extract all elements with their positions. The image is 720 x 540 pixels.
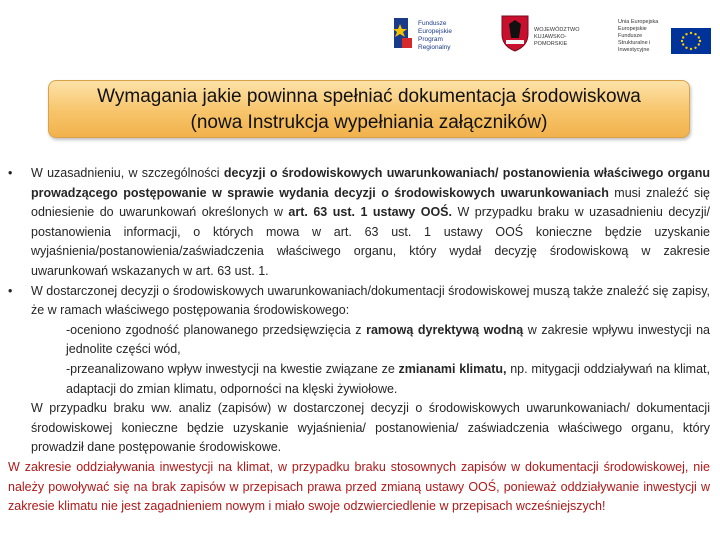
bullet-paragraph-2 — [8, 282, 710, 321]
fe-line-3: Program Regionalny — [418, 36, 451, 51]
sub-item-water-directive — [8, 321, 710, 360]
sub2-bold: zmianami klimatu, — [398, 361, 507, 376]
fundusze-europejskie-logo — [392, 12, 472, 56]
slide-content — [8, 164, 710, 517]
sub1-bold: ramową dyrektywą wodną — [366, 322, 524, 337]
slide-title-box — [48, 80, 690, 138]
final-warning-paragraph: W zakresie oddziaływania inwestycji na klimat, w przypadku braku stosownych zapisów w dokumentacji środowiskowej, nie należy powoływać się na brak zapisów w przepisach prawa przed zmianą ustawy OOŚ, ponieważ oddziaływanie inwestycji w zakresie klimatu nie jest zagadnieniem nowym i miało swoje odzwierciedlenie w przepisach wcześniejszych! — [8, 459, 710, 514]
logo-bar — [0, 0, 720, 72]
fe-line-1: Fundusze — [418, 20, 447, 27]
p1-text-1: W uzasadnieniu, w szczególności — [31, 166, 224, 180]
fe-stars-icon — [392, 14, 414, 52]
sub-item-climate — [8, 360, 710, 399]
bullet-icon: • — [8, 166, 13, 180]
slide-title-line-2: (nowa Instrukcja wypełniania załączników) — [190, 112, 548, 133]
woj-logo-text — [534, 27, 590, 48]
ue-line-2: Europejskie Fundusze — [618, 26, 647, 39]
p1-text-2: musi znaleźć się odniesienie do uwarunkowań określonych w — [31, 185, 710, 220]
p1-text-3: W przypadku braku w uzasadnieniu decyzji/ postanowienia informacji, o których mowa w art. 63 ust. 1 ustawy OOŚ konieczne będzie uzyskanie wyjaśnienia/postanowienia/zaświadczenia właściwego organu, który wydał decyzję środowiskową w zakresie uwarunkowań wskazanych w art. 63 ust. 1. — [31, 205, 711, 278]
eu-flag-icon — [671, 28, 711, 54]
coat-of-arms-icon — [500, 14, 530, 52]
woj-line-2: KUJAWSKO-POMORSKIE — [534, 34, 568, 47]
ue-line-3: Strukturalne i Inwestycyjne — [618, 40, 651, 53]
p1-bold-2: art. 63 ust. 1 ustawy OOŚ. — [288, 205, 452, 220]
sub2-text-2: np. mitygacji oddziaływań na klimat, adaptacji do zmian klimatu, odporności na klęski żywiołowe. — [66, 361, 710, 396]
sub1-text-2: w zakresie wpływu inwestycji na jednolite części wód, — [66, 322, 710, 357]
paragraph-missing-analyses: W przypadku braku ww. analiz (zapisów) w dostarczonej decyzji o środowiskowych uwarunkowaniach/ dokumentacji środowiskowej konieczne będzie uzyskanie wyjaśnienia/ postanowienia/ zaświadczenia właściwego organu, który prowadził dane postępowanie środowiskowe. — [31, 401, 710, 455]
fe-logo-text — [418, 20, 472, 52]
ue-line-1: Unia Europejska — [618, 19, 659, 25]
wojewodztwo-logo — [500, 14, 590, 54]
bullet-paragraph-1 — [8, 164, 710, 282]
sub2-text-1: -przeanalizowano wpływ inwestycji na kwestie związane ze — [66, 361, 399, 376]
slide-title-line-1: Wymagania jakie powinna spełniać dokumentacja środowiskowa — [97, 86, 641, 107]
p1-bold-1: decyzji o środowiskowych uwarunkowaniach/ postanowienia właściwego organu prowadzącego postępowanie w sprawie wydania decyzji o środowiskowych uwarunkowaniach — [31, 166, 710, 200]
p2-text: W dostarczonej decyzji o środowiskowych uwarunkowaniach/dokumentacji środowiskowej muszą także znaleźć się zapisy, że w ramach właściwego postępowania środowiskowego: — [31, 283, 710, 318]
fe-line-2: Europejskie — [418, 28, 452, 35]
ue-logo-text — [618, 19, 668, 54]
bullet-icon: • — [8, 283, 13, 298]
woj-line-1: WOJEWÓDZTWO — [534, 27, 580, 33]
sub1-text-1: -oceniono zgodność planowanego przedsięwzięcia z — [66, 322, 367, 337]
unia-europejska-logo — [618, 14, 718, 54]
